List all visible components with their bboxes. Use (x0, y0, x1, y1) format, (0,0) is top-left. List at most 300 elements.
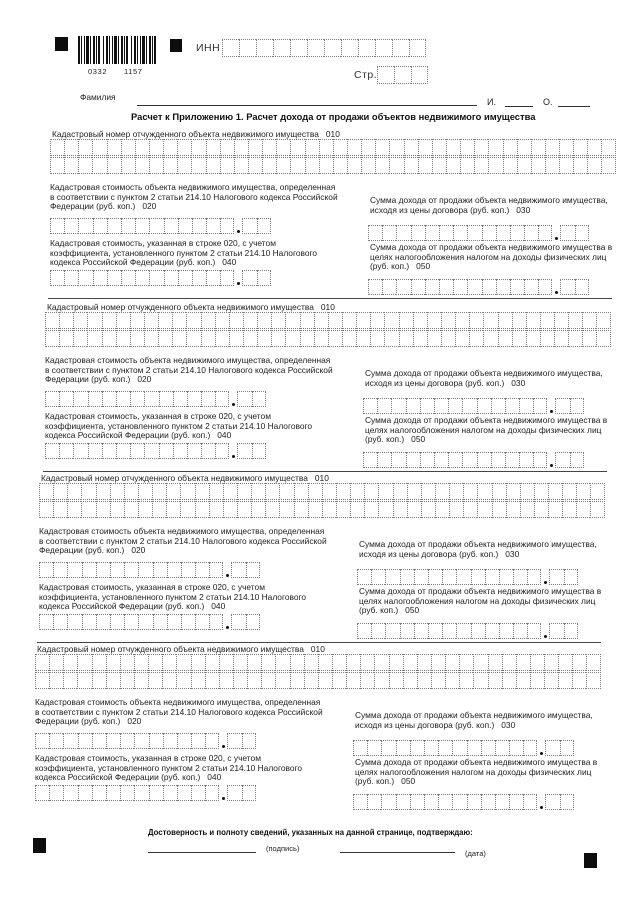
inn-cell (239, 39, 256, 57)
cadastral-number-cell (107, 157, 121, 174)
page-title: Расчет к Приложению 1. Расчет дохода от продажи объектов недвижимого имущества (131, 111, 536, 122)
cadastral-number-cell (342, 312, 356, 329)
cadastral-number-cell (92, 139, 106, 156)
cadastral-number-cell (346, 654, 360, 671)
adjusted-cadastral-value-cell (191, 785, 205, 801)
adjusted-cadastral-value-cell (178, 270, 192, 286)
cadastral-number-cell (130, 312, 144, 329)
contract-income-cell (448, 398, 462, 414)
inn-cell (324, 39, 341, 57)
adjusted-cadastral-value-cell (237, 443, 251, 459)
adjusted-cadastral-value-cell (64, 270, 78, 286)
cadastral-number-cell (568, 330, 582, 347)
cadastral-number-cell (219, 654, 233, 671)
cadastral-value-label-text: Кадастровая стоимость объекта недвижимого имущества, определенная в соответствии с пунктом 2 статьи 214.10 Налогового кодекса Российской Федерации (руб. коп.) (35, 697, 323, 727)
cadastral-number-cell (469, 330, 483, 347)
adjusted-cadastral-value-cell (130, 443, 144, 459)
cadastral-number-cell (144, 312, 158, 329)
contract-income-cell (462, 398, 476, 414)
cadastral-number-cell (186, 312, 200, 329)
cadastral-number-cell (50, 139, 64, 156)
cadastral-number-cell (177, 157, 191, 174)
taxable-income-cell (481, 794, 495, 810)
cadastral-number-cell (573, 139, 587, 156)
adjusted-cadastral-value-cell (149, 270, 163, 286)
cadastral-number-cell (162, 672, 176, 689)
cadastral-value-cell (78, 218, 92, 234)
cadastral-number-cell (92, 157, 106, 174)
contract-income-cell (371, 569, 385, 585)
taxable-income-cell (371, 623, 385, 639)
cadastral-number-cell (251, 483, 265, 500)
adjusted-cadastral-value-cell (201, 443, 215, 459)
adjusted-cadastral-value-label (39, 583, 306, 612)
taxable-income-field (363, 452, 584, 468)
contract-income-cell (495, 740, 509, 756)
taxable-income-cell (425, 279, 439, 295)
decimal-point-dot (550, 464, 553, 467)
patronymic-initial-line (558, 106, 590, 107)
cadastral-number-cell (520, 483, 534, 500)
cadastral-number-cell (163, 157, 177, 174)
cadastral-number-cell (205, 654, 219, 671)
cadastral-number-cell (441, 312, 455, 329)
cadastral-number-cell (483, 312, 497, 329)
contract-income-cell (513, 569, 527, 585)
decimal-separator (234, 218, 242, 234)
adjusted-cadastral-value-cell (116, 443, 130, 459)
contract-income-cell (533, 398, 547, 414)
contract-income-cell (411, 225, 425, 241)
cadastral-number-cell (237, 501, 251, 518)
contract-income-cell (442, 569, 456, 585)
contract-income-cell (560, 225, 574, 241)
contract-income-label-text: Сумма дохода от продажи объекта недвижимого имущества, исходя из цены договора (руб. коп.) (365, 368, 603, 388)
cadastral-number-cell (554, 330, 568, 347)
cadastral-number-cell (290, 672, 304, 689)
decimal-point-dot (237, 282, 240, 285)
taxable-income-cell (377, 452, 391, 468)
decimal-separator (537, 794, 545, 810)
cadastral-number-cell (77, 654, 91, 671)
cadastral-number-cell (116, 330, 130, 347)
inn-label: ИНН (196, 42, 221, 54)
taxable-income-label-text: Сумма дохода от продажи объекта недвижимого имущества в целях налогообложения налогом на доходы физических лиц (руб. коп.) (355, 757, 598, 787)
cadastral-value-cell (164, 218, 178, 234)
cadastral-number-cell (87, 330, 101, 347)
cadastral-number-cell (314, 312, 328, 329)
cadastral-number-cell (195, 483, 209, 500)
cadastral-value-cell (63, 733, 77, 749)
cadastral-value-cell (237, 391, 251, 407)
cadastral-number-cell (384, 312, 398, 329)
cadastral-number-cell (526, 312, 540, 329)
cadastral-number-cell (427, 330, 441, 347)
cadastral-number-cell (389, 654, 403, 671)
adjusted-cadastral-value-cell (124, 614, 138, 630)
adjusted-cadastral-value-cell (121, 270, 135, 286)
cadastral-number-cell (404, 139, 418, 156)
cadastral-value-cell (92, 733, 106, 749)
contract-income-label-text: Сумма дохода от продажи объекта недвижимого имущества, исходя из цены договора (руб. коп.) (355, 710, 593, 730)
taxable-income-label-text: Сумма дохода от продажи объекта недвижимого имущества в целях налогообложения налогом на доходы физических лиц (руб. коп.) (365, 415, 608, 445)
cadastral-number-cell (248, 139, 262, 156)
cadastral-value-cell (257, 218, 271, 234)
adjusted-cadastral-value-cell (102, 443, 116, 459)
cadastral-number-cell (435, 501, 449, 518)
cadastral-number-cell (455, 330, 469, 347)
adjusted-cadastral-value-cell (78, 785, 92, 801)
cadastral-number-field-row-2 (39, 501, 605, 518)
decimal-separator (223, 562, 231, 578)
taxable-income-cell (400, 623, 414, 639)
cadastral-number-cell (205, 672, 219, 689)
cadastral-number-cell (237, 483, 251, 500)
cadastral-number-cell (285, 330, 299, 347)
taxable-income-cell (396, 279, 410, 295)
cadastral-number-cell (87, 312, 101, 329)
cadastral-number-cell (356, 312, 370, 329)
contract-income-cell (467, 225, 481, 241)
cadastral-value-cell (192, 218, 206, 234)
cadastral-number-cell (78, 139, 92, 156)
cadastral-value-cell (73, 391, 87, 407)
contract-income-cell (420, 398, 434, 414)
taxable-income-cell (456, 623, 470, 639)
cadastral-value-cell (124, 562, 138, 578)
taxable-income-cell (420, 452, 434, 468)
cadastral-number-cell (219, 672, 233, 689)
decimal-point-dot (550, 410, 553, 413)
cadastral-number-cell (460, 139, 474, 156)
decimal-point-dot (544, 635, 547, 638)
line-code-020: 020 (142, 201, 157, 212)
contract-income-label (355, 711, 593, 730)
section-divider (48, 298, 612, 299)
cadastral-number-cell (328, 312, 342, 329)
cadastral-number-cell (378, 483, 392, 500)
barcode-bar (137, 36, 138, 64)
cadastral-number-cell (545, 139, 559, 156)
object-section-4 (15, 643, 605, 815)
cadastral-number-cell (50, 157, 64, 174)
cadastral-number-cell (106, 654, 120, 671)
contract-income-cell (467, 740, 481, 756)
adjusted-cadastral-value-label (35, 754, 302, 783)
adjusted-cadastral-value-cell (187, 443, 201, 459)
contract-income-cell (410, 740, 424, 756)
adjusted-cadastral-value-cell (231, 614, 245, 630)
contract-income-label-text: Сумма дохода от продажи объекта недвижимого имущества, исходя из цены договора (руб. коп.) (370, 195, 608, 215)
cadastral-number-cell (559, 139, 573, 156)
adjusted-cadastral-value-field (45, 443, 266, 459)
line-code-050: 050 (416, 261, 431, 272)
cadastral-value-cell (187, 391, 201, 407)
barcode-bar (154, 36, 156, 64)
cadastral-number-cell (107, 139, 121, 156)
cadastral-value-cell (49, 733, 63, 749)
barcode-bar (106, 36, 108, 64)
decimal-separator (541, 623, 549, 639)
contract-income-cell (439, 225, 453, 241)
adjusted-cadastral-value-cell (209, 614, 223, 630)
decimal-point-dot (222, 797, 225, 800)
cadastral-number-cell (449, 483, 463, 500)
cadastral-number-cell (229, 312, 243, 329)
cadastral-number-cell (516, 654, 530, 671)
cadastral-number-cell (562, 483, 576, 500)
contract-income-cell (414, 569, 428, 585)
cadastral-number-cell (534, 501, 548, 518)
contract-income-field (353, 740, 574, 756)
cadastral-number-cell (166, 483, 180, 500)
contract-income-cell (485, 569, 499, 585)
cadastral-number-cell (336, 483, 350, 500)
decimal-point-dot (226, 626, 229, 629)
cadastral-number-cell (498, 312, 512, 329)
cadastral-number-cell (378, 501, 392, 518)
cadastral-value-cell (120, 733, 134, 749)
cadastral-number-cell (121, 139, 135, 156)
taxable-income-cell (545, 794, 559, 810)
cadastral-number-cell (186, 330, 200, 347)
cadastral-number-cell (63, 672, 77, 689)
cadastral-number-cell (45, 312, 59, 329)
line-code-030: 030 (516, 204, 531, 215)
cadastral-number-cell (149, 157, 163, 174)
cadastral-number-cell (531, 157, 545, 174)
cadastral-number-cell (375, 157, 389, 174)
cadastral-number-cell (158, 312, 172, 329)
contract-income-field (357, 569, 578, 585)
cadastral-number-cell (455, 312, 469, 329)
cadastral-number-cell (220, 139, 234, 156)
barcode-bar (121, 36, 123, 64)
adjusted-cadastral-value-cell (73, 443, 87, 459)
barcode-bar (78, 36, 80, 64)
cadastral-number-cell (417, 654, 431, 671)
decimal-separator (552, 279, 560, 295)
barcode-bar (84, 36, 85, 64)
taxable-income-cell (575, 279, 589, 295)
adjusted-cadastral-value-cell (159, 443, 173, 459)
cadastral-number-cell (361, 157, 375, 174)
cadastral-number-cell (191, 654, 205, 671)
taxable-income-cell (438, 794, 452, 810)
taxable-income-cell (385, 623, 399, 639)
decimal-point-dot (232, 403, 235, 406)
cadastral-number-cell (176, 654, 190, 671)
cadastral-number-cell (544, 654, 558, 671)
cadastral-value-cell (195, 562, 209, 578)
cadastral-number-cell (285, 312, 299, 329)
cadastral-number-cell (257, 312, 271, 329)
taxable-income-cell (353, 794, 367, 810)
page-label: Стр. (354, 69, 378, 81)
cadastral-number-cell (559, 157, 573, 174)
line-code-040: 040 (207, 772, 222, 783)
cadastral-number-cell (558, 654, 572, 671)
cadastral-value-cell (227, 733, 241, 749)
cadastral-value-cell (173, 391, 187, 407)
taxable-income-field (357, 623, 578, 639)
cadastral-number-cell (393, 483, 407, 500)
adjusted-cadastral-value-cell (246, 614, 260, 630)
contract-income-cell (509, 740, 523, 756)
line-code-010: 010 (320, 302, 335, 312)
cadastral-number-cell (540, 312, 554, 329)
cadastral-number-cell (304, 672, 318, 689)
cadastral-number-cell (445, 654, 459, 671)
cadastral-number-cell (191, 157, 205, 174)
contract-income-cell (368, 225, 382, 241)
cadastral-number-cell (172, 312, 186, 329)
decimal-separator (547, 398, 555, 414)
barcode-bar (98, 36, 100, 64)
adjusted-cadastral-value-cell (215, 443, 229, 459)
cadastral-number-cell (384, 330, 398, 347)
cadastral-number-cell (393, 501, 407, 518)
taxable-income-cell (533, 452, 547, 468)
line-code-010: 010 (314, 473, 329, 483)
object-section-1 (30, 128, 620, 300)
cadastral-value-cell (181, 562, 195, 578)
surname-label: Фамилия (80, 92, 116, 102)
cadastral-number-cell (463, 483, 477, 500)
cadastral-value-cell (110, 562, 124, 578)
cadastral-number-cell (548, 501, 562, 518)
contract-income-cell (564, 569, 578, 585)
cadastral-number-cell (248, 157, 262, 174)
taxable-income-cell (560, 794, 574, 810)
cadastral-number-cell (148, 672, 162, 689)
contract-income-cell (481, 740, 495, 756)
cadastral-number-cell (233, 654, 247, 671)
contract-income-cell (570, 398, 584, 414)
line-code-010: 010 (325, 129, 340, 139)
taxable-income-cell (367, 794, 381, 810)
cadastral-value-cell (205, 733, 219, 749)
cadastral-value-cell (220, 218, 234, 234)
cadastral-number-cell (582, 330, 596, 347)
cadastral-number-cell (586, 654, 600, 671)
line-code-010: 010 (310, 644, 325, 654)
cadastral-number-cell (446, 139, 460, 156)
barcode-digits-left: 0332 (88, 67, 108, 76)
decimal-point-dot (232, 455, 235, 458)
adjusted-cadastral-value-cell (134, 785, 148, 801)
taxable-income-label (359, 587, 601, 616)
cadastral-number-cell (474, 139, 488, 156)
decimal-point-dot (555, 291, 558, 294)
cadastral-value-cell (116, 391, 130, 407)
cadastral-value-cell (178, 218, 192, 234)
barcode-digits-right: 1157 (124, 67, 143, 76)
cadastral-number-cell (572, 672, 586, 689)
line-code-040: 040 (211, 601, 226, 612)
cadastral-number-cell (328, 330, 342, 347)
cadastral-number-cell (134, 672, 148, 689)
cadastral-number-field-row-1 (39, 483, 605, 500)
contract-income-label (370, 196, 608, 215)
cadastral-number-cell (261, 654, 275, 671)
cadastral-number-cell (407, 483, 421, 500)
cadastral-number-cell (449, 501, 463, 518)
cadastral-number-cell (290, 157, 304, 174)
cadastral-number-cell (370, 330, 384, 347)
barcode-bar (93, 36, 95, 64)
first-initial-line (505, 106, 533, 107)
cadastral-number-cell (370, 312, 384, 329)
cadastral-number-cell (201, 312, 215, 329)
cadastral-number-cell (418, 157, 432, 174)
adjusted-cadastral-value-field (50, 270, 271, 286)
cadastral-number-cell (206, 157, 220, 174)
taxable-income-cell (549, 623, 563, 639)
cadastral-number-label-text: Кадастровый номер отчужденного объекта недвижимого имущества (37, 644, 304, 654)
cadastral-number-cell (300, 330, 314, 347)
inn-cell (290, 39, 307, 57)
cadastral-number-field-row-1 (50, 139, 616, 156)
cadastral-number-cell (35, 654, 49, 671)
adjusted-cadastral-value-cell (153, 614, 167, 630)
inn-cell (358, 39, 375, 57)
cadastral-number-cell (512, 312, 526, 329)
decimal-separator (537, 740, 545, 756)
cadastral-value-cell (67, 562, 81, 578)
line-code-020: 020 (131, 545, 146, 556)
cadastral-number-cell (271, 312, 285, 329)
cadastral-number-cell (144, 330, 158, 347)
cadastral-number-cell (463, 501, 477, 518)
cadastral-number-cell (180, 501, 194, 518)
taxable-income-cell (462, 452, 476, 468)
cadastral-number-cell (590, 483, 604, 500)
line-code-050: 050 (401, 776, 416, 787)
adjusted-cadastral-value-label-text: Кадастровая стоимость, указанная в строке 020, с учетом коэффициента, установленного пунктом 2 статьи 214.10 Налогового кодекса Российской Федерации (руб. коп.) (50, 238, 318, 268)
cadastral-number-cell (102, 312, 116, 329)
cadastral-number-cell (261, 672, 275, 689)
cadastral-number-cell (432, 157, 446, 174)
cadastral-number-cell (63, 654, 77, 671)
adjusted-cadastral-value-cell (177, 785, 191, 801)
cadastral-number-cell (418, 139, 432, 156)
cadastral-value-label (39, 527, 327, 556)
cadastral-number-cell (234, 157, 248, 174)
decimal-separator (552, 225, 560, 241)
cadastral-value-cell (153, 562, 167, 578)
barcode (78, 36, 158, 64)
taxable-income-label-text: Сумма дохода от продажи объекта недвижимого имущества в целях налогообложения налогом на доходы физических лиц (руб. коп.) (370, 242, 613, 272)
adjusted-cadastral-value-cell (49, 785, 63, 801)
inn-cell (273, 39, 290, 57)
cadastral-value-cell (215, 391, 229, 407)
cadastral-number-cell (77, 672, 91, 689)
barcode-bar (112, 36, 113, 64)
cadastral-value-field (35, 733, 256, 749)
inn-cell (341, 39, 358, 57)
cadastral-value-cell (59, 391, 73, 407)
cadastral-number-cell (223, 501, 237, 518)
taxable-income-cell (491, 452, 505, 468)
adjusted-cadastral-value-cell (50, 270, 64, 286)
cadastral-number-cell (149, 139, 163, 156)
taxable-income-cell (471, 623, 485, 639)
taxable-income-cell (467, 279, 481, 295)
cadastral-number-cell (276, 139, 290, 156)
inn-field (222, 39, 426, 57)
cadastral-value-cell (209, 562, 223, 578)
